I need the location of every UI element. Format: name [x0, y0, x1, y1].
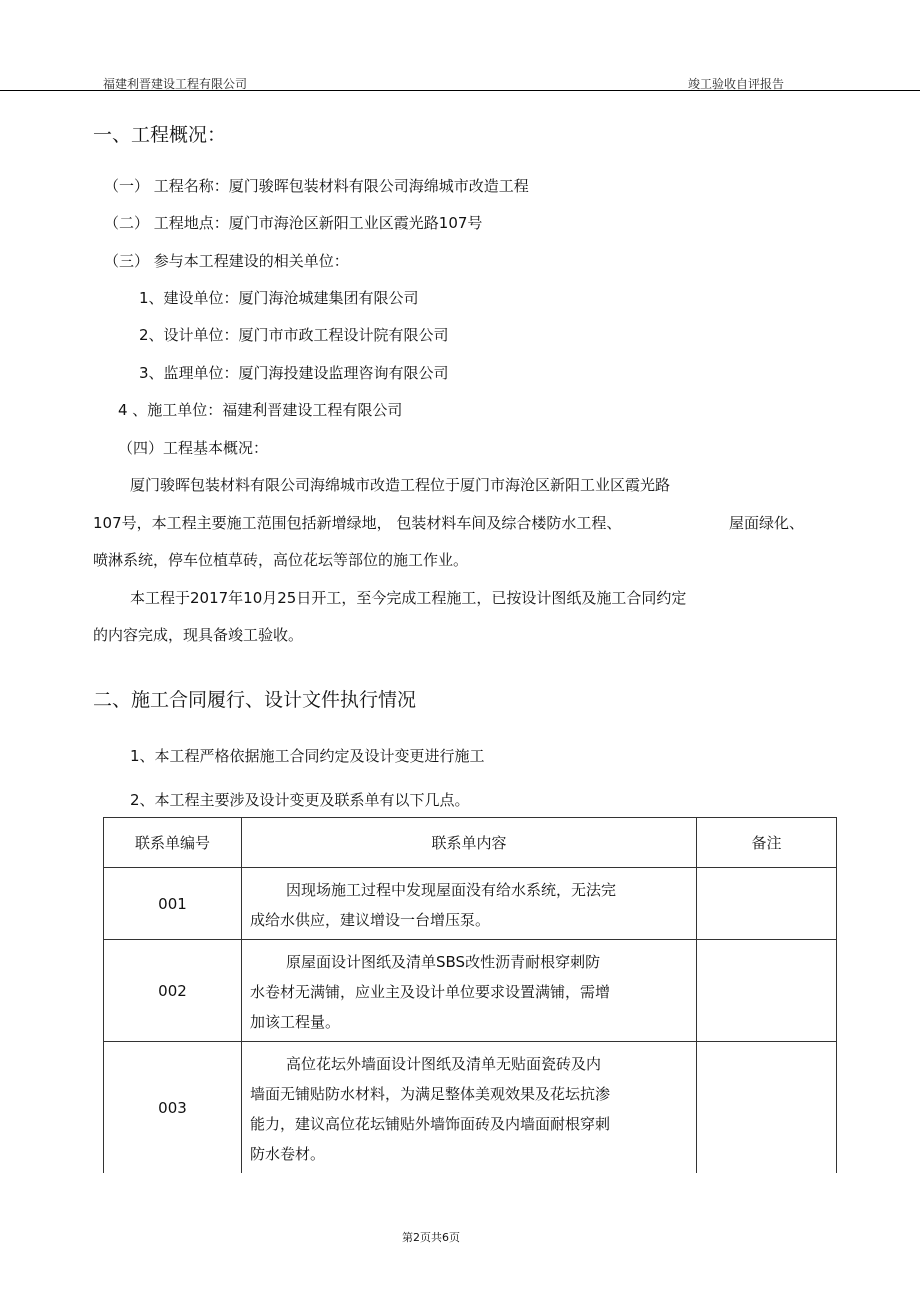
- table-header-row: [104, 818, 837, 868]
- row-content-line: 防水卷材。: [250, 1145, 326, 1163]
- section2-item-2: 2、本工程主要涉及设计变更及联系单有以下几点。: [130, 791, 470, 809]
- section2-title: 二、施工合同履行、设计文件执行情况: [93, 689, 417, 711]
- header-company: 福建利晋建设工程有限公司: [103, 77, 248, 91]
- status-line-2: 的内容完成，现具备竣工验收。: [93, 626, 304, 644]
- row-note: [697, 868, 837, 940]
- row-code: 001: [104, 868, 242, 940]
- row-note: [697, 940, 837, 1042]
- row-content-line: 因现场施工过程中发现屋面没有给水系统，无法完: [286, 881, 617, 899]
- row-code: 003: [104, 1042, 242, 1174]
- table-row: [104, 1042, 837, 1174]
- status-line-1: 本工程于2017年10月25日开工，至今完成工程施工，已按设计图纸及施工合同约定: [130, 589, 687, 607]
- units-title: （三） 参与本工程建设的相关单位：: [104, 252, 349, 270]
- header-note: 备注: [697, 818, 837, 868]
- row-content-line: 原屋面设计图纸及清单SBS改性沥青耐根穿刺防: [286, 953, 601, 971]
- header-content: 联系单内容: [242, 818, 697, 868]
- unit-design: 2、设计单位：厦门市市政工程设计院有限公司: [139, 326, 449, 344]
- unit-contractor: 4 、施工单位：福建利晋建设工程有限公司: [118, 401, 403, 419]
- overview-line-2: 107号，本工程主要施工范围包括新增绿地， 包装材料车间及综合楼防水工程、: [93, 514, 622, 532]
- row-content-line: 水卷材无满铺，应业主及设计单位要求设置满铺，需增: [250, 983, 611, 1001]
- row-note: [697, 1042, 837, 1174]
- section2-item-1: 1、本工程严格依据施工合同约定及设计变更进行施工: [130, 747, 485, 765]
- project-name: （一） 工程名称：厦门骏晖包装材料有限公司海绵城市改造工程: [104, 177, 529, 195]
- page-number: 第2页共6页: [402, 1231, 460, 1244]
- overview-line-2-tail: 屋面绿化、: [729, 514, 805, 532]
- header-report-title: 竣工验收自评报告: [688, 77, 785, 91]
- header-divider: [0, 90, 920, 91]
- row-content-line: 墙面无铺贴防水材料，为满足整体美观效果及花坛抗渗: [250, 1085, 611, 1103]
- row-content-line: 高位花坛外墙面设计图纸及清单无贴面瓷砖及内: [286, 1055, 602, 1073]
- contact-sheet-table: [103, 817, 837, 1173]
- section1-title: 一、工程概况：: [93, 124, 227, 146]
- row-content: [242, 868, 697, 940]
- unit-supervision: 3、监理单位：厦门海投建设监理咨询有限公司: [139, 364, 449, 382]
- project-location: （二） 工程地点：厦门市海沧区新阳工业区霞光路107号: [104, 214, 483, 232]
- table-row: [104, 868, 837, 940]
- overview-line-3: 喷淋系统，停车位植草砖，高位花坛等部位的施工作业。: [93, 551, 469, 569]
- row-content-line: 能力，建议高位花坛铺贴外墙饰面砖及内墙面耐根穿刺: [250, 1115, 611, 1133]
- overview-line-1: 厦门骏晖包装材料有限公司海绵城市改造工程位于厦门市海沧区新阳工业区霞光路: [130, 476, 671, 494]
- table-row: [104, 940, 837, 1042]
- row-content: [242, 940, 697, 1042]
- row-content-line: 成给水供应，建议增设一台增压泵。: [250, 911, 491, 929]
- row-code: 002: [104, 940, 242, 1042]
- unit-construction: 1、建设单位：厦门海沧城建集团有限公司: [139, 289, 419, 307]
- header-code: 联系单编号: [104, 818, 242, 868]
- overview-title: （四）工程基本概况：: [118, 439, 269, 457]
- row-content-line: 加该工程量。: [250, 1013, 341, 1031]
- row-content: [242, 1042, 697, 1174]
